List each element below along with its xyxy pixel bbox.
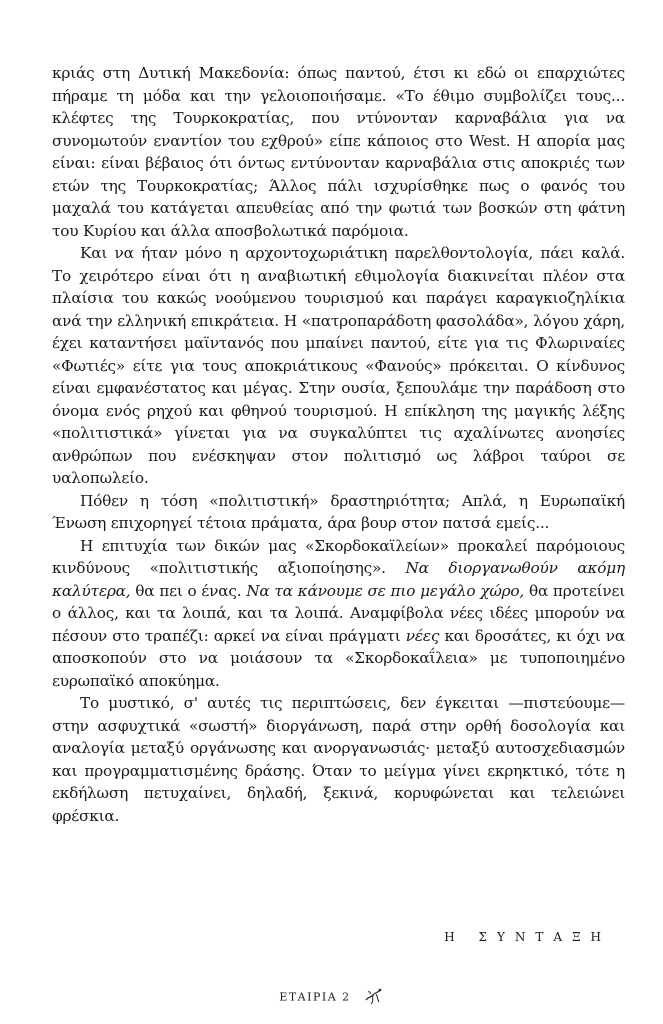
text-run: Πόθεν η τόση «πολιτιστική» δραστηριότητα; Απλά, η Ευρωπαϊκή Ένωση επιχορηγεί τέτοια πράματα, άρα βουρ στον πατσά εμείς...	[52, 491, 625, 532]
text-run: θα προτείνει ο άλλος, και τα λοιπά, και τα λοιπά. Αναμφίβολα νέες ιδέες μπορούν να πέσουν στο τραπέζι: αρκεί να είναι πράγματι	[52, 581, 625, 645]
paragraph	[52, 535, 625, 693]
italic-run: νέες	[405, 626, 440, 645]
text-run: Το μυστικό, σ' αυτές τις περιπτώσεις, δεν έγκειται —πιστεύουμε— στην ασφυχτικά «σωστή» διοργάνωση, παρά στην ορθή δοσολογία και αναλογία μεταξύ οργάνωσης και ανοργανωσιάς· μεταξύ αυτοσχεδιασμών και προγραμματισμένης δράσης. Όταν το μείγμα γίνει εκρηκτικό, τότε η εκδήλωση πετυχαίνει, δηλαδή, ξεκινά, κορυφώνεται και τελειώνει φρέσκια.	[52, 694, 625, 825]
text-run: Η επιτυχία των δικών μας «Σκορδοκαϊλείων» προκαλεί παρόμοιους κινδύνους «πολιτιστικής αξιοποίησης».	[52, 536, 625, 577]
journal-name: ΕΤΑΙΡΙΑ	[279, 990, 338, 1004]
page-number: 2	[342, 990, 351, 1004]
page-footer	[0, 986, 663, 1009]
text-run: Και να ήταν μόνο η αρχοντοχωριάτικη παρελθοντολογία, πάει καλά. Το χειρότερο είναι ότι η αναβιωτική εθιμολογία διακινείται πλέον στα πλαίσια του κακώς νοούμενου τουρισμού και παράγει καραγκιοζηλίκια ανά την ελληνική επικράτεια. Η «πατροπαράδοτη φασολάδα», λόγου χάρη, έχει καταντήσει μαϊντανός που μπαίνει παντού, είτε για τις Φλωριναίες «Φωτιές» είτε για τους αποκριάτικους «Φανούς» πρόκειται. Ο κίνδυνος είναι εμφανέστατος και μέγας. Στην ουσία, ξεπουλάμε την παράδοση στο όνομα ενός ρηχού και φθηνού τουρισμού. Η επίκληση της μαγικής λέξης «πολιτιστικά» γίνεται για να συγκαλύπτει τις αχαλίνωτες ανοησίες ανθρώπων που ενέσκηψαν στον πολιτισμό ως λάβροι ταύροι σε υαλοπωλείο.	[52, 244, 625, 487]
text-run: θα πει ο ένας.	[130, 581, 247, 600]
paragraph	[52, 62, 625, 242]
text-run: και δροσάτες, κι όχι να αποσκοπούν στο να μοιάσουν τα «Σκορδοκαΐλεια» με τυποποιημένο ευρωπαϊκό αποκύημα.	[52, 626, 625, 690]
paragraph	[52, 242, 625, 490]
paragraph	[52, 692, 625, 827]
paragraph	[52, 490, 625, 535]
fleuron-icon	[362, 986, 384, 1009]
signature: Η ΣΥΝΤΑΞΗ	[444, 930, 611, 944]
italic-run: Να διοργανωθούν ακόμη καλύτερα,	[52, 559, 625, 600]
article-body	[52, 62, 625, 827]
text-run: κριάς στη Δυτική Μακεδονία: όπως παντού, έτσι κι εδώ οι επαρχιώτες πήραμε τη μόδα και την γελοιοποιήσαμε. «Το έθιμο συμβολίζει τους... κλέφτες της Τουρκοκρατίας, που ντύνονταν καρναβάλια για να συνομωτούν εναντίον του εχθρού» είπε κάποιος στο West. Η απορία μας είναι: είναι βέβαιος ότι όντως εντύνονταν καρναβάλια στις αποκριές των ετών της Τουρκοκρατίας; Άλλος πάλι ισχυρίσθηκε πως ο φανός του μαχαλά του κατάγεται απευθείας από την φωτιά των βοσκών στη φάτνη του Κυρίου και άλλα αποσβολωτικά παρόμοια.	[52, 64, 625, 240]
italic-run: Να τα κάνουμε σε πιο μεγάλο χώρο,	[246, 581, 525, 600]
